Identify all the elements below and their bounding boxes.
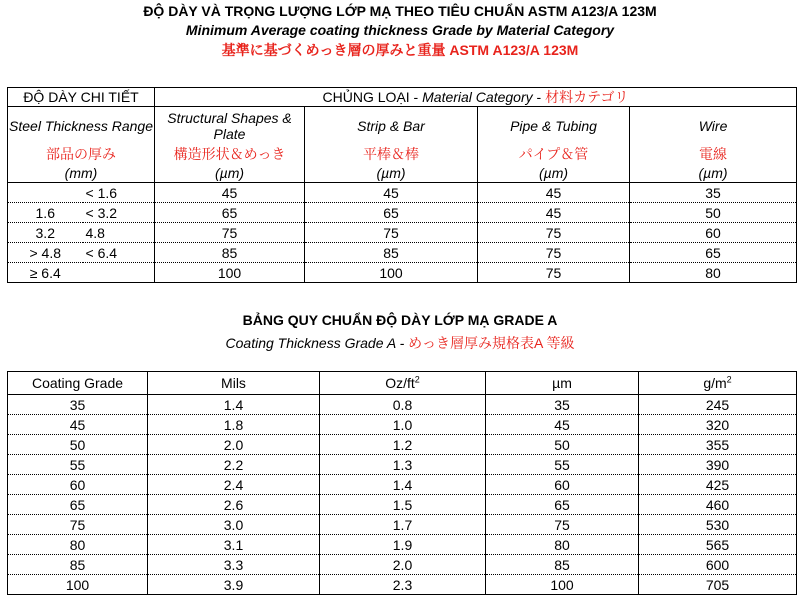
cell-um: 60 [486,475,639,495]
thickness-max: < 1.6 [83,183,155,203]
header-g-m2: $g/m^2$ [639,372,797,395]
table-row [8,455,797,475]
cell-g-m2: 565 [639,535,797,555]
thickness-min: ≥ 6.4 [8,263,83,283]
cell-value: 100 [305,263,478,283]
material-category-table [7,87,797,283]
cell-oz-ft2: 1.5 [320,495,486,515]
table-row [8,223,797,243]
cell-value: 75 [478,223,630,243]
cell-value: 75 [305,223,478,243]
col-strip-bar: Strip & Bar [305,107,478,145]
cell-value: 45 [478,203,630,223]
cell-value: 85 [305,243,478,263]
title-vietnamese: ĐỘ DÀY VÀ TRỌNG LƯỢNG LỚP MẠ THEO TIÊU CHUẨN ASTM A123/A 123M [143,3,657,19]
col-wire-jp: 電線 [630,145,797,164]
cell-mils: 1.8 [148,415,320,435]
col-pipe-tubing-jp: パイプ＆管 [478,145,630,164]
cell-value: 45 [155,183,305,203]
cell-mils: 2.0 [148,435,320,455]
cell-g-m2: 705 [639,575,797,595]
cell-value: 85 [155,243,305,263]
cell-value: 35 [630,183,797,203]
thickness-max: 4.8 [83,223,155,243]
cell-value: 65 [305,203,478,223]
cell-mils: 2.2 [148,455,320,475]
cell-grade: 55 [8,455,148,475]
cell-grade: 45 [8,415,148,435]
cell-value: 100 [155,263,305,283]
cell-mils: 3.3 [148,555,320,575]
cell-value: 75 [155,223,305,243]
cell-value: 65 [630,243,797,263]
cell-mils: 1.4 [148,395,320,415]
title-english: Minimum Average coating thickness Grade by Material Category [185,22,615,38]
header-mils: Mils [148,372,320,395]
coating-grade-table [7,371,797,595]
table-row [8,575,797,595]
table-row [8,435,797,455]
cell-value: 60 [630,223,797,243]
table-row [8,395,797,415]
table-row [8,243,797,263]
unit-um: (µm) [305,164,478,183]
cell-value: 75 [478,263,630,283]
cell-um: 75 [486,515,639,535]
thickness-max: < 3.2 [83,203,155,223]
cell-g-m2: 355 [639,435,797,455]
thickness-max [83,263,155,283]
header-oz-ft2: $Oz/ft^2$ [320,372,486,395]
cell-value: 80 [630,263,797,283]
cell-value: 45 [478,183,630,203]
cell-g-m2: 245 [639,395,797,415]
cell-g-m2: 320 [639,415,797,435]
cell-oz-ft2: 1.0 [320,415,486,435]
thickness-max: < 6.4 [83,243,155,263]
cell-grade: 65 [8,495,148,515]
cell-mils: 3.9 [148,575,320,595]
cell-value: 75 [478,243,630,263]
cell-oz-ft2: 2.0 [320,555,486,575]
unit-um: (µm) [155,164,305,183]
section-title-vietnamese: BẢNG QUY CHUẨN ĐỘ DÀY LỚP MẠ GRADE A [242,312,558,328]
cell-grade: 35 [8,395,148,415]
col-wire: Wire [630,107,797,145]
cell-um: 65 [486,495,639,515]
cell-oz-ft2: 1.9 [320,535,486,555]
cell-um: 85 [486,555,639,575]
cell-grade: 100 [8,575,148,595]
col-steel-thickness-jp: 部品の厚み [8,145,155,164]
table-row [8,515,797,535]
cell-g-m2: 530 [639,515,797,535]
table-row [8,495,797,515]
unit-um: (µm) [478,164,630,183]
cell-value: 45 [305,183,478,203]
cell-oz-ft2: 1.4 [320,475,486,495]
unit-mm: (mm) [8,164,155,183]
cell-grade: 60 [8,475,148,495]
cell-mils: 3.1 [148,535,320,555]
table-row [8,475,797,495]
col-steel-thickness: Steel Thickness Range [8,107,155,145]
thickness-min: 3.2 [8,223,83,243]
cell-g-m2: 600 [639,555,797,575]
cell-um: 50 [486,435,639,455]
header-coating-grade: Coating Grade [8,372,148,395]
header-detail-thickness: ĐỘ DÀY CHI TIẾT [8,88,155,107]
unit-um: (µm) [630,164,797,183]
thickness-min [8,183,83,203]
cell-grade: 50 [8,435,148,455]
header-um: µm [486,372,639,395]
cell-oz-ft2: 1.3 [320,455,486,475]
cell-g-m2: 460 [639,495,797,515]
cell-mils: 2.6 [148,495,320,515]
cell-um: 80 [486,535,639,555]
col-pipe-tubing: Pipe & Tubing [478,107,630,145]
cell-value: 65 [155,203,305,223]
cell-oz-ft2: 1.2 [320,435,486,455]
title-japanese: 基準に基づくめっき層の厚みと重量 ASTM A123/A 123M [221,42,579,58]
cell-grade: 85 [8,555,148,575]
cell-grade: 80 [8,535,148,555]
cell-g-m2: 425 [639,475,797,495]
section-title-english: Coating Thickness Grade A - めっき層厚み規格表A 等級 [225,335,575,351]
cell-um: 35 [486,395,639,415]
cell-um: 45 [486,415,639,435]
table-row [8,415,797,435]
col-structural-shapes-jp: 構造形状＆めっき [155,145,305,164]
table-row [8,183,797,203]
cell-oz-ft2: 2.3 [320,575,486,595]
cell-oz-ft2: 0.8 [320,395,486,415]
cell-um: 55 [486,455,639,475]
table-row [8,203,797,223]
col-strip-bar-jp: 平棒＆棒 [305,145,478,164]
col-structural-shapes: Structural Shapes & Plate [155,107,305,145]
cell-oz-ft2: 1.7 [320,515,486,535]
cell-um: 100 [486,575,639,595]
table-row [8,555,797,575]
thickness-min: > 4.8 [8,243,83,263]
table-row [8,263,797,283]
thickness-min: 1.6 [8,203,83,223]
cell-value: 50 [630,203,797,223]
cell-grade: 75 [8,515,148,535]
table-row [8,535,797,555]
cell-g-m2: 390 [639,455,797,475]
cell-mils: 2.4 [148,475,320,495]
header-material-category: CHỦNG LOẠI - Material Category - 材料カテゴリ [155,88,797,107]
cell-mils: 3.0 [148,515,320,535]
